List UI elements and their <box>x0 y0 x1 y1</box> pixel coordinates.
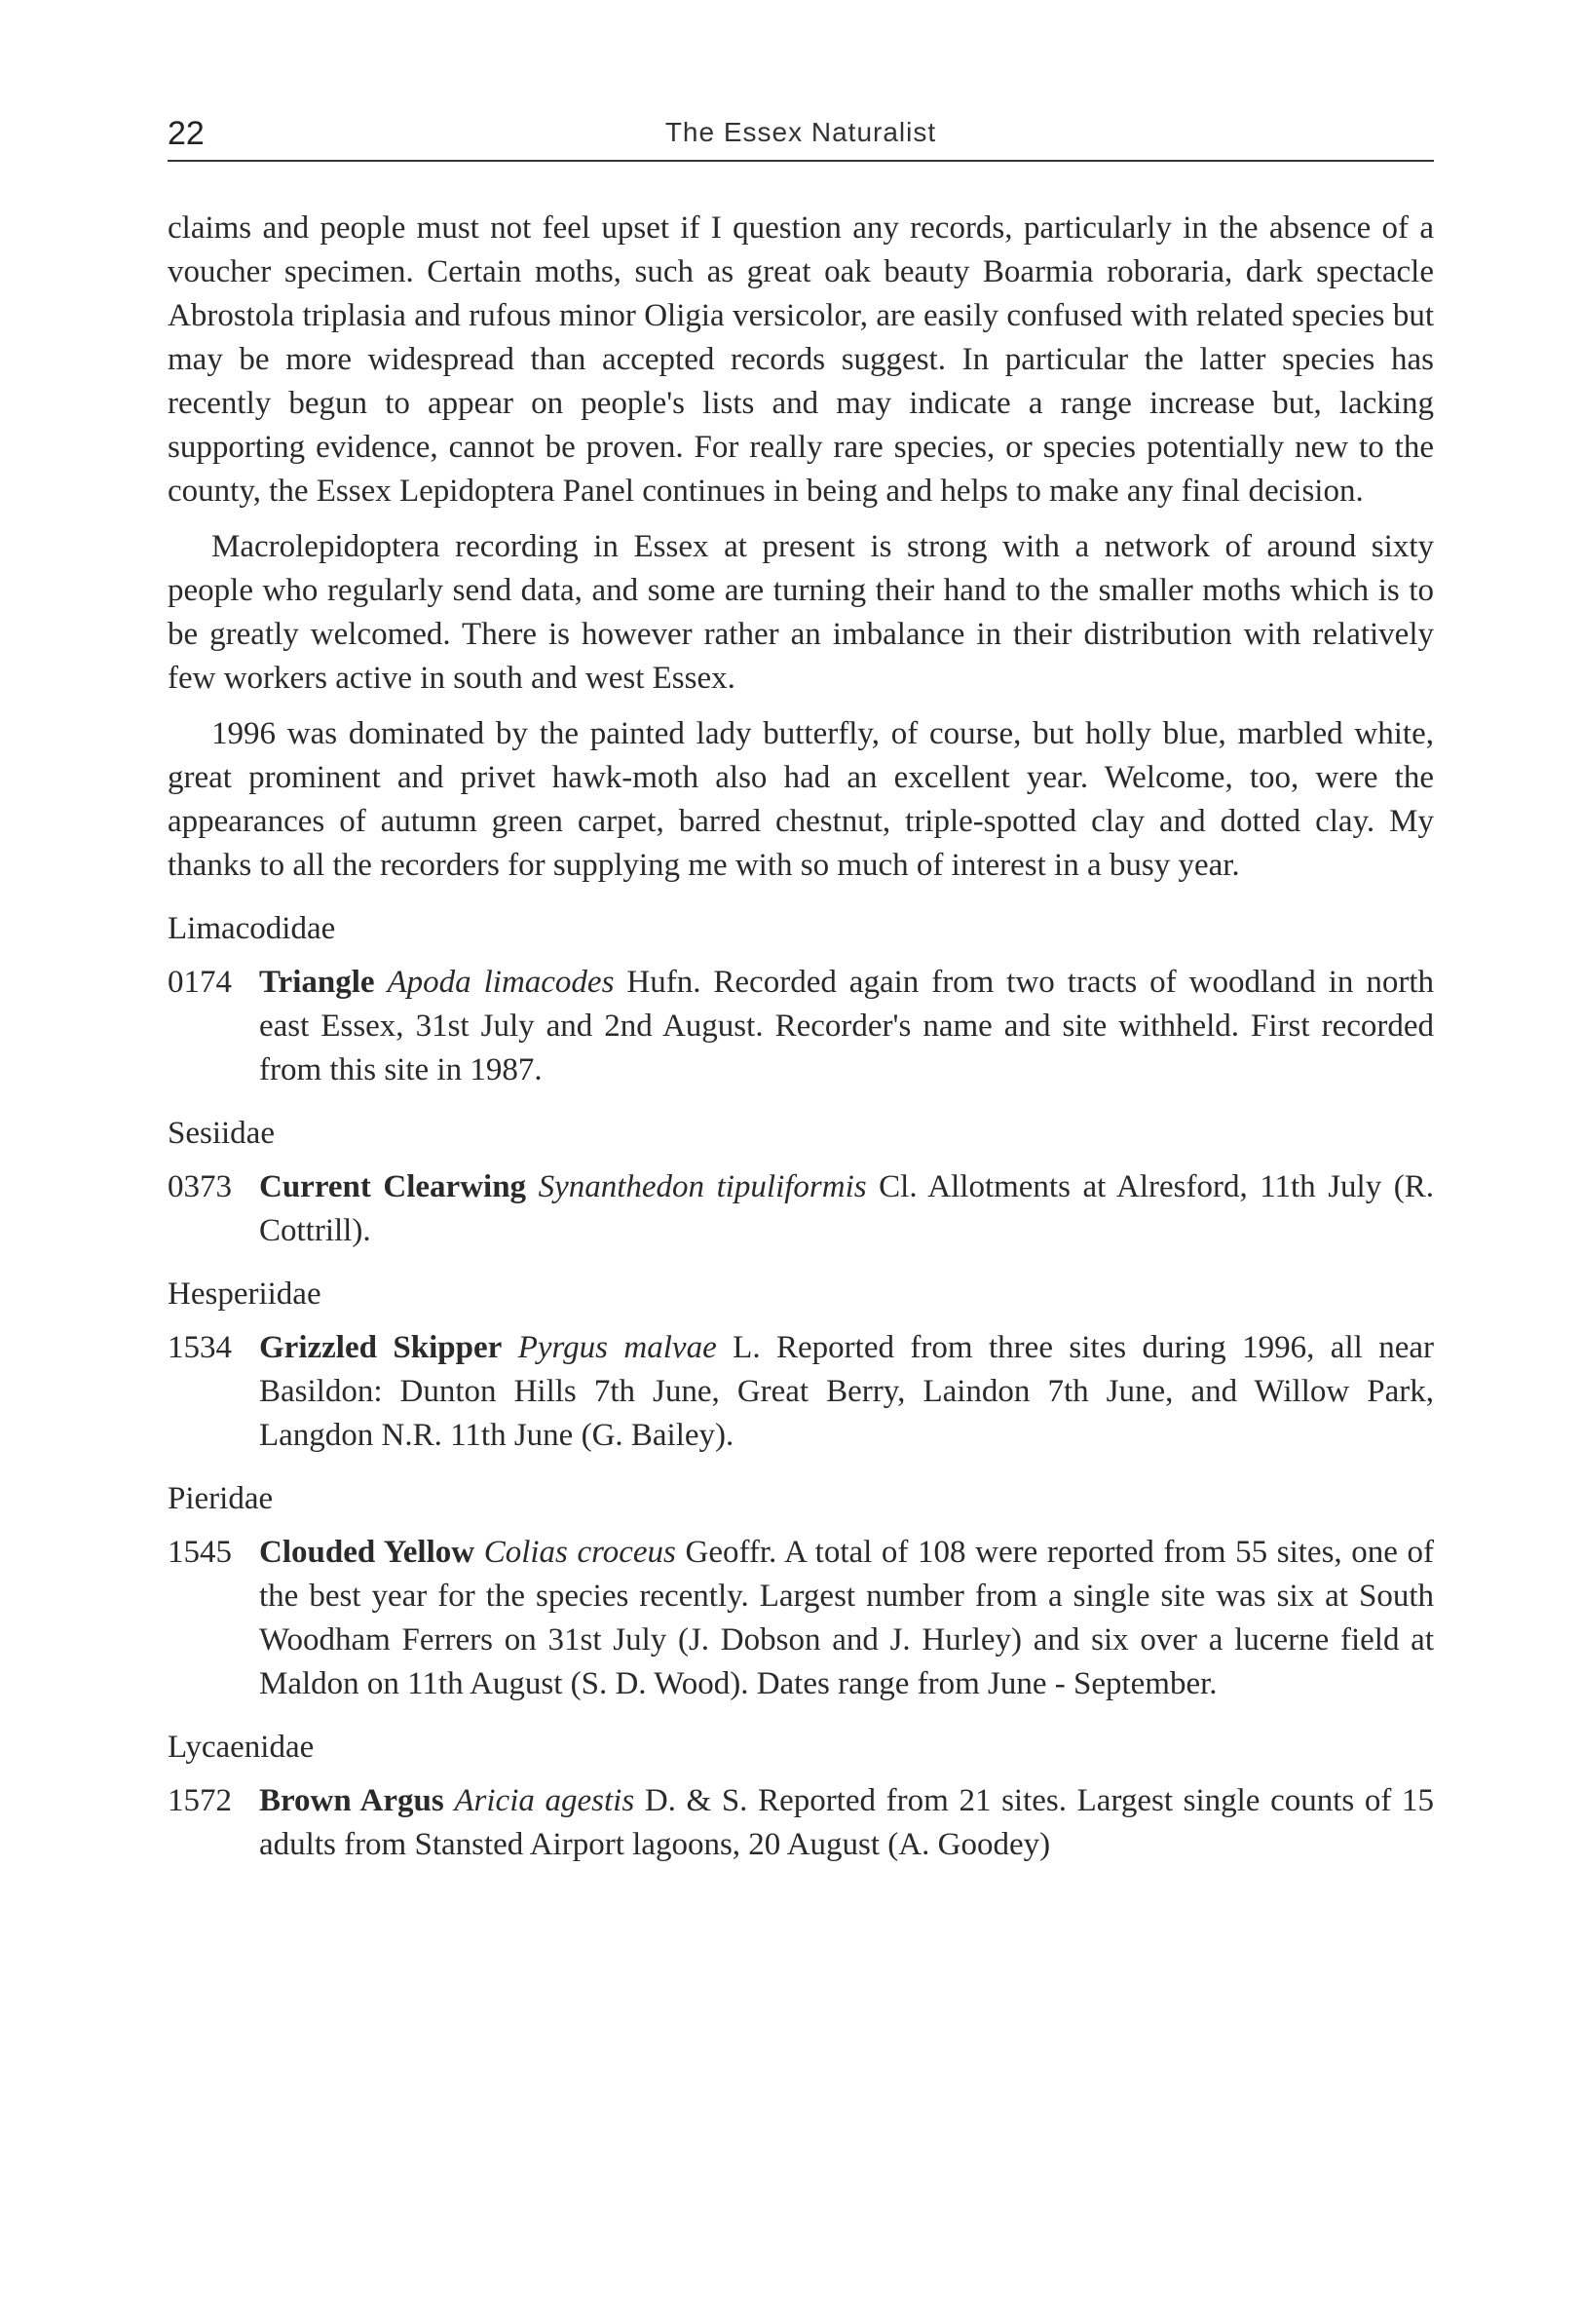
family-heading: Limacodidae <box>168 911 336 946</box>
body-text <box>168 207 1434 1881</box>
running-header <box>168 115 1434 162</box>
entry-text: Geoffr. A total of 108 were reported from 55 sites, one of the best year for the species recently. Largest number from a single site was six at South Woodham Ferrers on 31st July (J. Dobson and J. Hurley) and six over a lucerne field at Maldon on 11th August (S. D. Wood). Dates range from June - September. <box>259 1535 1435 1701</box>
species-code: 1572 <box>168 1783 232 1818</box>
entry-text: Hufn. Recorded again from two tracts of woodland in north east Essex, 31st July and 2nd August. Recorder's name and site withheld. First recorded from this site in 1987. <box>259 965 1434 1087</box>
entry-text: D. & S. Reported from 21 sites. Largest single counts of 15 adults from Stansted Airport lagoons, 20 August (A. Goodey) <box>259 1783 1435 1862</box>
scientific-name: Synanthedon tipuliformis <box>538 1169 867 1204</box>
family-heading: Sesiidae <box>168 1116 275 1151</box>
scientific-name: Aricia agestis <box>454 1783 635 1818</box>
family-section-lycaenidae <box>168 1726 1434 1867</box>
family-section-pieridae <box>168 1477 1434 1706</box>
family-section-sesiidae <box>168 1112 1434 1253</box>
species-entry <box>168 1165 1434 1253</box>
family-heading: Hesperiidae <box>168 1276 321 1312</box>
paragraph: claims and people must not feel upset if I question any records, particularly in the absence of a voucher specimen. Certain moths, such as great oak beauty Boarmia roboraria, dark spectacle Abrostola triplasia and rufous minor Oligia versicolor, are easily confused with related species but may be more widespread than accepted records suggest. In particular the latter species has recently begun to appear on people's lists and may indicate a range increase but, lacking supporting evidence, cannot be proven. For really rare species, or species potentially new to the county, the Essex Lepidoptera Panel continues in being and helps to make any final decision. <box>168 210 1434 509</box>
species-entry <box>168 1779 1434 1867</box>
species-code: 1545 <box>168 1535 232 1570</box>
common-name: Grizzled Skipper <box>259 1330 503 1365</box>
entry-text: L. Reported from three sites during 1996, all near Basildon: Dunton Hills 7th June, Great Berry, Laindon 7th June, and Willow Park, Langdon N.R. 11th June (G. Bailey). <box>259 1330 1435 1453</box>
page-number: 22 <box>168 115 205 152</box>
entry-text: Cl. Allotments at Alresford, 11th July (R. Cottrill). <box>259 1169 1434 1248</box>
common-name: Clouded Yellow <box>259 1535 475 1570</box>
scientific-name: Pyrgus malvae <box>517 1330 717 1365</box>
family-section-hesperiidae <box>168 1273 1434 1458</box>
common-name: Triangle <box>259 965 375 1000</box>
common-name: Current Clearwing <box>259 1169 527 1204</box>
journal-title: The Essex Naturalist <box>664 117 937 147</box>
family-heading: Pieridae <box>168 1481 274 1516</box>
family-heading: Lycaenidae <box>168 1730 315 1765</box>
species-entry <box>168 961 1434 1092</box>
family-section-limacodidae <box>168 907 1434 1092</box>
paragraph: Macrolepidoptera recording in Essex at present is strong with a network of around sixty people who regularly send data, and some are turning their hand to the smaller moths which is to be greatly welcomed. There is however rather an imbalance in their distribution with relatively few workers active in south and west Essex. <box>168 529 1434 696</box>
species-entry <box>168 1531 1434 1706</box>
species-code: 1534 <box>168 1330 232 1365</box>
species-code: 0373 <box>168 1169 232 1204</box>
scientific-name: Apoda limacodes <box>387 965 615 1000</box>
scientific-name: Colias croceus <box>483 1535 676 1570</box>
species-code: 0174 <box>168 965 232 1000</box>
paragraph: 1996 was dominated by the painted lady butterfly, of course, but holly blue, marbled white, great prominent and privet hawk-moth also had an excellent year. Welcome, too, were the appearances of autumn green carpet, barred chestnut, triple-spotted clay and dotted clay. My thanks to all the recorders for supplying me with so much of interest in a busy year. <box>168 716 1434 883</box>
species-entry <box>168 1326 1434 1458</box>
common-name: Brown Argus <box>259 1783 444 1818</box>
